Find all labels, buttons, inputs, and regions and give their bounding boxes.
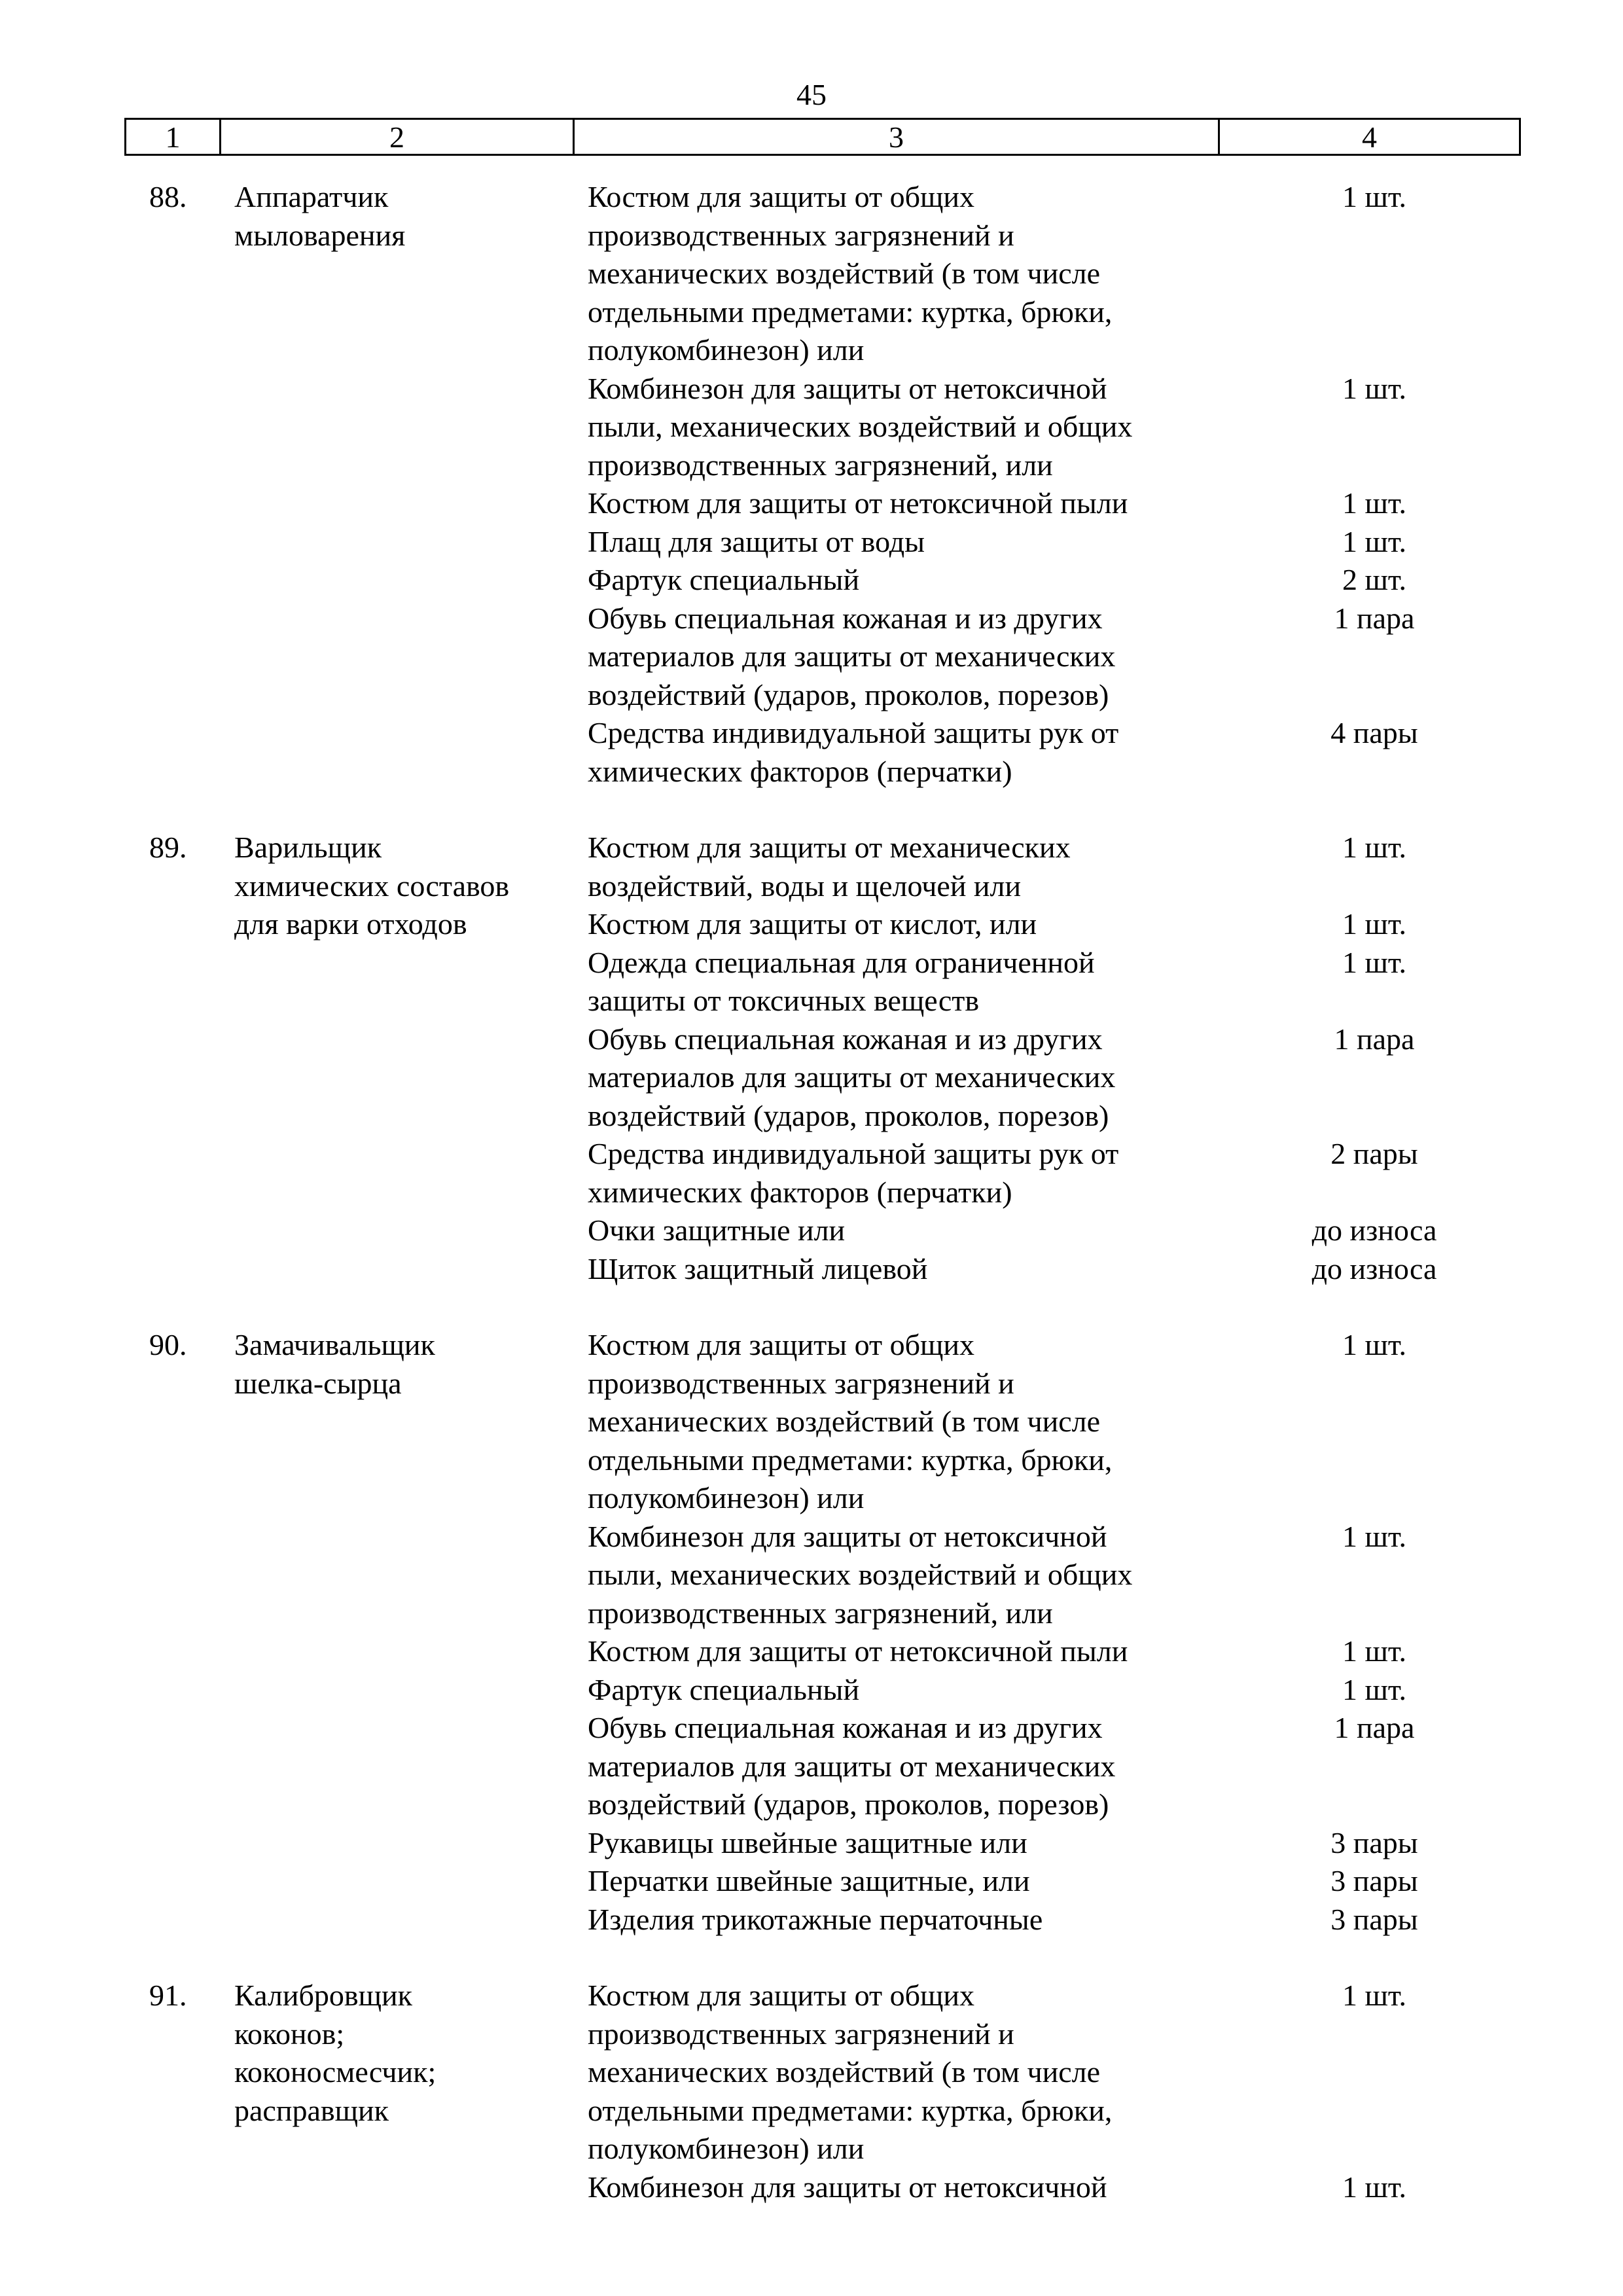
column-header-1: 1	[126, 120, 221, 154]
equipment-description-line: Средства индивидуальной защиты рук от	[588, 1137, 1119, 1170]
equipment-description-line: воздействий (ударов, проколов, порезов)	[588, 1787, 1109, 1821]
equipment-description-line: производственных загрязнений и	[588, 1366, 1014, 1400]
row-number: 90.	[149, 1328, 187, 1361]
equipment-description-line: воздействий (ударов, проколов, порезов)	[588, 677, 1109, 711]
equipment-description-line: Обувь специальная кожаная и из других	[588, 1711, 1103, 1744]
equipment-description	[588, 1250, 1216, 1289]
equipment-quantity: 1 шт.	[1342, 180, 1407, 213]
column-header-3: 3	[575, 120, 1220, 154]
equipment-item	[0, 714, 1623, 791]
equipment-item	[0, 1211, 1623, 1250]
equipment-quantity: 1 шт.	[1342, 945, 1407, 979]
equipment-description	[588, 1518, 1216, 1633]
column-header-row	[124, 118, 1521, 156]
profession-title	[234, 178, 575, 255]
equipment-description-line: Костюм для защиты от общих	[588, 1328, 975, 1361]
row-number: 89.	[149, 831, 187, 864]
equipment-description-line: отдельными предметами: куртка, брюки,	[588, 1443, 1113, 1477]
equipment-item	[0, 1632, 1623, 1671]
table-body	[0, 178, 1623, 2244]
equipment-description	[588, 600, 1216, 715]
equipment-description-line: Фартук специальный	[588, 1672, 860, 1706]
table-row	[0, 1326, 1623, 1939]
equipment-quantity: 1 шт.	[1342, 2170, 1407, 2204]
equipment-description	[588, 561, 1216, 600]
profession-title-line: Варильщик	[234, 831, 382, 864]
profession-title	[234, 1326, 575, 1403]
equipment-description-line: Рукавицы швейные защитные или	[588, 1825, 1027, 1859]
equipment-description-line: Костюм для защиты от нетоксичной пыли	[588, 1634, 1128, 1668]
equipment-description	[588, 1901, 1216, 1939]
equipment-description-line: Костюм для защиты от нетоксичной пыли	[588, 486, 1128, 520]
equipment-description	[588, 178, 1216, 370]
table-row	[0, 178, 1623, 791]
equipment-description-line: механических воздействий (в том числе	[588, 257, 1101, 290]
profession-title-line: шелка-сырца	[234, 1366, 402, 1400]
equipment-description-line: отдельными предметами: куртка, брюки,	[588, 2093, 1113, 2127]
table-row	[0, 1977, 1623, 2206]
equipment-item	[0, 600, 1623, 715]
equipment-quantity: 1 шт.	[1342, 524, 1407, 558]
equipment-description	[588, 484, 1216, 523]
equipment-item	[0, 484, 1623, 523]
equipment-quantity: 1 пара	[1334, 1022, 1415, 1056]
equipment-description	[588, 829, 1216, 905]
row-number: 88.	[149, 180, 187, 213]
equipment-quantity: 1 шт.	[1342, 1979, 1407, 2012]
equipment-description-line: Костюм для защиты от общих	[588, 1979, 975, 2012]
table-row	[0, 829, 1623, 1288]
equipment-quantity: 1 пара	[1334, 601, 1415, 635]
profession-title-line: коконов;	[234, 2017, 345, 2051]
column-header-2: 2	[221, 120, 575, 154]
equipment-item	[0, 1709, 1623, 1824]
equipment-item	[0, 1901, 1623, 1939]
equipment-description-line: механических воздействий (в том числе	[588, 1405, 1101, 1438]
equipment-description-line: механических воздействий (в том числе	[588, 2055, 1101, 2089]
equipment-description	[588, 1135, 1216, 1211]
equipment-description-line: воздействий (ударов, проколов, порезов)	[588, 1098, 1109, 1132]
equipment-quantity: 2 шт.	[1342, 563, 1407, 596]
column-header-4: 4	[1362, 120, 1377, 154]
equipment-description	[588, 905, 1216, 944]
equipment-item	[0, 561, 1623, 600]
equipment-description-line: полукомбинезон) или	[588, 2132, 865, 2165]
equipment-description-line: защиты от токсичных веществ	[588, 984, 980, 1017]
equipment-description-line: Изделия трикотажные перчаточные	[588, 1902, 1043, 1936]
equipment-description	[588, 1020, 1216, 1136]
equipment-item	[0, 1671, 1623, 1710]
equipment-quantity: 1 шт.	[1342, 831, 1407, 864]
equipment-description	[588, 1824, 1216, 1863]
equipment-description-line: Костюм для защиты от кислот, или	[588, 907, 1037, 941]
equipment-quantity: 1 шт.	[1342, 1328, 1407, 1361]
equipment-description-line: Обувь специальная кожаная и из других	[588, 1022, 1103, 1056]
profession-title-line: Замачивальщик	[234, 1328, 435, 1361]
equipment-item	[0, 1250, 1623, 1289]
equipment-description	[588, 1862, 1216, 1901]
profession-title	[234, 829, 575, 944]
profession-title-line: химических составов	[234, 869, 510, 903]
equipment-quantity: 1 шт.	[1342, 371, 1407, 405]
profession-title-line: мыловарения	[234, 218, 406, 252]
equipment-description-line: Фартук специальный	[588, 563, 860, 596]
equipment-description	[588, 944, 1216, 1020]
equipment-quantity: 1 шт.	[1342, 1672, 1407, 1706]
equipment-item	[0, 1518, 1623, 1633]
equipment-description-line: Комбинезон для защиты от нетоксичной	[588, 2170, 1107, 2204]
equipment-description-line: производственных загрязнений и	[588, 218, 1014, 252]
equipment-description-line: Комбинезон для защиты от нетоксичной	[588, 371, 1107, 405]
equipment-item	[0, 1862, 1623, 1901]
equipment-description-line: полукомбинезон) или	[588, 1481, 865, 1515]
equipment-item	[0, 1135, 1623, 1211]
equipment-description-line: Костюм для защиты от механических	[588, 831, 1071, 864]
equipment-description-line: химических факторов (перчатки)	[588, 1175, 1012, 1209]
equipment-quantity: 1 шт.	[1342, 1634, 1407, 1668]
profession-title-line: для варки отходов	[234, 907, 467, 941]
equipment-description-line: пыли, механических воздействий и общих	[588, 1558, 1133, 1591]
equipment-description	[588, 1709, 1216, 1824]
equipment-description	[588, 370, 1216, 485]
profession-title-line: коконосмесчик;	[234, 2055, 437, 2089]
equipment-item	[0, 944, 1623, 1020]
equipment-description-line: материалов для защиты от механических	[588, 639, 1116, 673]
page-number: 45	[796, 78, 827, 111]
equipment-description-line: Обувь специальная кожаная и из других	[588, 601, 1103, 635]
profession-title-line: расправщик	[234, 2093, 389, 2127]
equipment-quantity: 3 пары	[1330, 1864, 1418, 1897]
profession-title-line: Аппаратчик	[234, 180, 389, 213]
equipment-quantity: до износа	[1311, 1213, 1437, 1247]
equipment-description-line: пыли, механических воздействий и общих	[588, 410, 1133, 443]
row-number: 91.	[149, 1979, 187, 2012]
equipment-description-line: производственных загрязнений, или	[588, 448, 1053, 482]
equipment-item	[0, 370, 1623, 485]
equipment-quantity: 2 пары	[1330, 1137, 1418, 1170]
equipment-description	[588, 1632, 1216, 1671]
equipment-description-line: Одежда специальная для ограниченной	[588, 945, 1095, 979]
equipment-description-line: Очки защитные или	[588, 1213, 846, 1247]
equipment-description-line: полукомбинезон) или	[588, 333, 865, 367]
equipment-item	[0, 1020, 1623, 1136]
equipment-description	[588, 523, 1216, 562]
equipment-description	[588, 2168, 1216, 2207]
equipment-item	[0, 2168, 1623, 2207]
equipment-quantity: 1 шт.	[1342, 486, 1407, 520]
equipment-description	[588, 1326, 1216, 1518]
equipment-quantity: до износа	[1311, 1251, 1437, 1285]
equipment-quantity: 1 шт.	[1342, 1519, 1407, 1553]
equipment-item	[0, 523, 1623, 562]
equipment-quantity: 1 пара	[1334, 1711, 1415, 1744]
equipment-quantity: 4 пары	[1330, 716, 1418, 749]
equipment-quantity: 3 пары	[1330, 1825, 1418, 1859]
equipment-description	[588, 714, 1216, 791]
equipment-description-line: материалов для защиты от механических	[588, 1749, 1116, 1783]
equipment-item	[0, 1824, 1623, 1863]
equipment-description-line: Костюм для защиты от общих	[588, 180, 975, 213]
equipment-description	[588, 1211, 1216, 1250]
equipment-description-line: материалов для защиты от механических	[588, 1060, 1116, 1094]
equipment-description-line: Перчатки швейные защитные, или	[588, 1864, 1030, 1897]
equipment-description-line: производственных загрязнений, или	[588, 1596, 1053, 1630]
equipment-description	[588, 1671, 1216, 1710]
equipment-quantity: 1 шт.	[1342, 907, 1407, 941]
equipment-description-line: Щиток защитный лицевой	[588, 1251, 928, 1285]
equipment-description-line: производственных загрязнений и	[588, 2017, 1014, 2051]
equipment-description-line: Средства индивидуальной защиты рук от	[588, 716, 1119, 749]
profession-title	[234, 1977, 575, 2130]
equipment-quantity: 3 пары	[1330, 1902, 1418, 1936]
equipment-description-line: отдельными предметами: куртка, брюки,	[588, 295, 1113, 329]
equipment-description-line: Плащ для защиты от воды	[588, 524, 925, 558]
equipment-description-line: Комбинезон для защиты от нетоксичной	[588, 1519, 1107, 1553]
equipment-description	[588, 1977, 1216, 2168]
equipment-description-line: воздействий, воды и щелочей или	[588, 869, 1022, 903]
profession-title-line: Калибровщик	[234, 1979, 412, 2012]
equipment-description-line: химических факторов (перчатки)	[588, 754, 1012, 788]
